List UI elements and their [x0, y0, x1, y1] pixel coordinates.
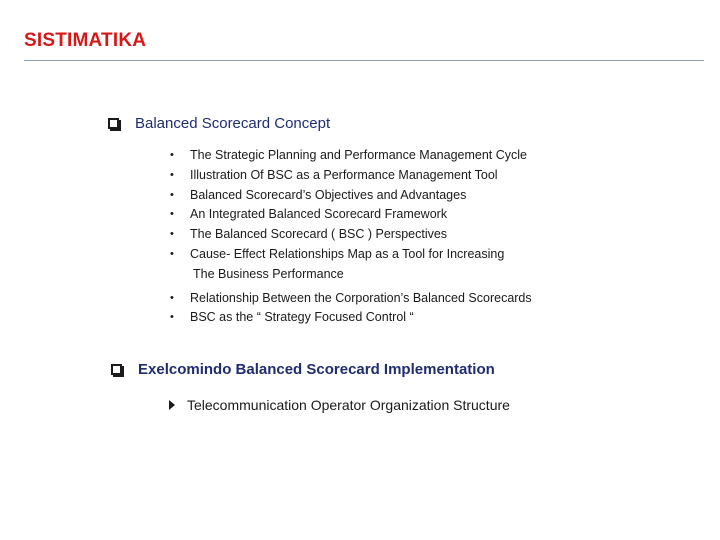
list-item-text: Relationship Between the Corporation’s Balanced Scorecards — [190, 290, 532, 305]
checkbox-square-icon — [108, 118, 119, 129]
list-item — [170, 289, 532, 309]
triangle-right-icon — [169, 400, 175, 410]
bullet-dot-icon: • — [170, 311, 174, 324]
concept-bullet-list — [170, 146, 532, 328]
bullet-dot-icon: • — [170, 228, 174, 241]
list-item — [170, 225, 532, 245]
list-item-text: Balanced Scorecard’s Objectives and Advantages — [190, 187, 467, 202]
list-item — [170, 205, 532, 225]
bullet-dot-icon: • — [170, 168, 174, 181]
list-item-text: The Strategic Planning and Performance Management Cycle — [190, 148, 527, 162]
section-exelcomindo-implementation — [111, 361, 495, 378]
page-title: SISTIMATIKA — [24, 30, 147, 51]
list-item — [170, 245, 532, 285]
bullet-dot-icon: • — [170, 149, 174, 161]
checkbox-square-icon — [111, 364, 122, 375]
list-item — [170, 146, 532, 166]
list-item — [170, 308, 532, 328]
title-divider — [24, 60, 704, 61]
list-item-text: Illustration Of BSC as a Performance Management Tool — [190, 167, 498, 182]
sub-item-text: Telecommunication Operator Organization Structure — [187, 397, 510, 413]
list-item — [170, 166, 532, 186]
bullet-dot-icon: • — [170, 208, 174, 221]
section-heading: Exelcomindo Balanced Scorecard Implementation — [138, 361, 495, 378]
list-item-continuation: The Business Performance — [193, 266, 344, 281]
list-item-text: Cause- Effect Relationships Map as a Tool for Increasing — [190, 246, 505, 261]
sub-item — [169, 397, 510, 413]
list-item-text: An Integrated Balanced Scorecard Framework — [190, 207, 448, 222]
section-balanced-scorecard-concept — [108, 115, 330, 132]
list-item-text: BSC as the “ Strategy Focused Control “ — [190, 310, 414, 325]
bullet-dot-icon: • — [170, 291, 174, 304]
list-item — [170, 186, 532, 206]
list-item-text: The Balanced Scorecard ( BSC ) Perspectives — [190, 227, 448, 242]
bullet-dot-icon: • — [170, 188, 174, 201]
section-heading: Balanced Scorecard Concept — [135, 115, 331, 132]
bullet-dot-icon: • — [170, 247, 174, 260]
